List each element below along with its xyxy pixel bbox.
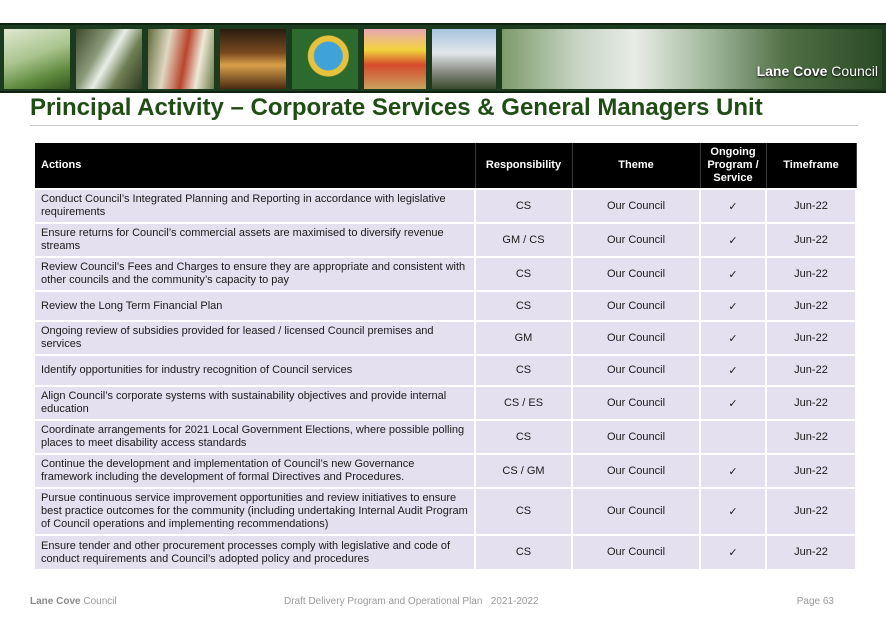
responsibility-cell: CS <box>475 257 572 291</box>
theme-cell: Our Council <box>572 355 700 386</box>
theme-cell: Our Council <box>572 420 700 454</box>
theme-cell: Our Council <box>572 223 700 257</box>
banner-photo-festival <box>148 29 214 89</box>
timeframe-cell: Jun-22 <box>766 223 856 257</box>
footer-org-suffix: Council <box>83 596 117 607</box>
theme-cell: Our Council <box>572 321 700 355</box>
responsibility-cell: CS <box>475 535 572 569</box>
table-row <box>35 189 856 223</box>
responsibility-cell: GM <box>475 321 572 355</box>
ongoing-check-icon: ✓ <box>700 321 766 355</box>
ongoing-check-icon: ✓ <box>700 257 766 291</box>
footer-document-title: Draft Delivery Program and Operational Plan 2021-2022 <box>284 596 539 607</box>
banner-photo-lorikeet <box>292 29 358 89</box>
action-cell: Align Council’s corporate systems with sustainability objectives and provide internal education <box>35 386 475 420</box>
timeframe-cell: Jun-22 <box>766 454 856 488</box>
ongoing-check-icon: ✓ <box>700 535 766 569</box>
table-row <box>35 454 856 488</box>
responsibility-cell: CS <box>475 291 572 321</box>
timeframe-cell: Jun-22 <box>766 355 856 386</box>
table-row <box>35 386 856 420</box>
ongoing-check-icon: ✓ <box>700 488 766 535</box>
theme-cell: Our Council <box>572 386 700 420</box>
header-timeframe: Timeframe <box>766 143 856 189</box>
table-row <box>35 488 856 535</box>
ongoing-check-icon: ✓ <box>700 189 766 223</box>
timeframe-cell: Jun-22 <box>766 291 856 321</box>
timeframe-cell: Jun-22 <box>766 488 856 535</box>
table-header-row <box>35 143 856 189</box>
action-cell: Review Council’s Fees and Charges to ensure they are appropriate and consistent with other councils and the community’s capacity to pay <box>35 257 475 291</box>
theme-cell: Our Council <box>572 291 700 321</box>
table-row <box>35 291 856 321</box>
header-actions: Actions <box>35 143 475 189</box>
theme-cell: Our Council <box>572 535 700 569</box>
action-cell: Conduct Council’s Integrated Planning and Reporting in accordance with legislative requirements <box>35 189 475 223</box>
ongoing-check-icon: ✓ <box>700 223 766 257</box>
header-banner <box>0 23 886 93</box>
timeframe-cell: Jun-22 <box>766 189 856 223</box>
banner-photo-plaza <box>502 29 882 89</box>
action-cell: Pursue continuous service improvement opportunities and review initiatives to ensure best practice outcomes for the community (including undertaking Internal Audit Program of Council operations and implementing recommendations) <box>35 488 475 535</box>
action-cell: Coordinate arrangements for 2021 Local Government Elections, where possible polling places to meet disability access standards <box>35 420 475 454</box>
ongoing-check-icon: ✓ <box>700 291 766 321</box>
responsibility-cell: CS <box>475 189 572 223</box>
responsibility-cell: CS / GM <box>475 454 572 488</box>
table-row <box>35 257 856 291</box>
responsibility-cell: GM / CS <box>475 223 572 257</box>
ongoing-check-icon: ✓ <box>700 386 766 420</box>
theme-cell: Our Council <box>572 454 700 488</box>
ongoing-check-icon: ✓ <box>700 454 766 488</box>
action-cell: Ongoing review of subsidies provided for leased / licensed Council premises and services <box>35 321 475 355</box>
table-row <box>35 321 856 355</box>
responsibility-cell: CS / ES <box>475 386 572 420</box>
responsibility-cell: CS <box>475 355 572 386</box>
brand-name: Lane Cove <box>756 63 828 79</box>
theme-cell: Our Council <box>572 488 700 535</box>
banner-photo-creek <box>76 29 142 89</box>
table-row <box>35 420 856 454</box>
theme-cell: Our Council <box>572 189 700 223</box>
banner-photo-park <box>4 29 70 89</box>
theme-cell: Our Council <box>572 257 700 291</box>
responsibility-cell: CS <box>475 420 572 454</box>
timeframe-cell: Jun-22 <box>766 420 856 454</box>
ongoing-check-icon <box>700 420 766 454</box>
banner-photo-dining <box>220 29 286 89</box>
table-row <box>35 355 856 386</box>
activity-table <box>35 143 857 569</box>
banner-photo-building <box>432 29 496 89</box>
timeframe-cell: Jun-22 <box>766 257 856 291</box>
header-theme: Theme <box>572 143 700 189</box>
action-cell: Ensure returns for Council’s commercial assets are maximised to diversify revenue streams <box>35 223 475 257</box>
action-cell: Continue the development and implementation of Council’s new Governance framework including the development of formal Directives and Procedures. <box>35 454 475 488</box>
footer-organization <box>30 596 117 607</box>
action-cell: Identify opportunities for industry recognition of Council services <box>35 355 475 386</box>
header-ongoing: Ongoing Program / Service <box>700 143 766 189</box>
timeframe-cell: Jun-22 <box>766 386 856 420</box>
timeframe-cell: Jun-22 <box>766 321 856 355</box>
header-responsibility: Responsibility <box>475 143 572 189</box>
action-cell: Ensure tender and other procurement processes comply with legislative and code of conduct requirements and Council’s adopted policy and procedures <box>35 535 475 569</box>
footer-org-name: Lane Cove <box>30 596 81 607</box>
responsibility-cell: CS <box>475 488 572 535</box>
timeframe-cell: Jun-22 <box>766 535 856 569</box>
ongoing-check-icon: ✓ <box>700 355 766 386</box>
banner-photo-performer <box>364 29 426 89</box>
table-row <box>35 223 856 257</box>
brand-logo <box>757 63 878 79</box>
footer-page-number: Page 63 <box>796 596 834 607</box>
action-cell: Review the Long Term Financial Plan <box>35 291 475 321</box>
table-row <box>35 535 856 569</box>
page-title: Principal Activity – Corporate Services & General Managers Unit <box>30 93 858 126</box>
brand-suffix: Council <box>831 63 878 79</box>
